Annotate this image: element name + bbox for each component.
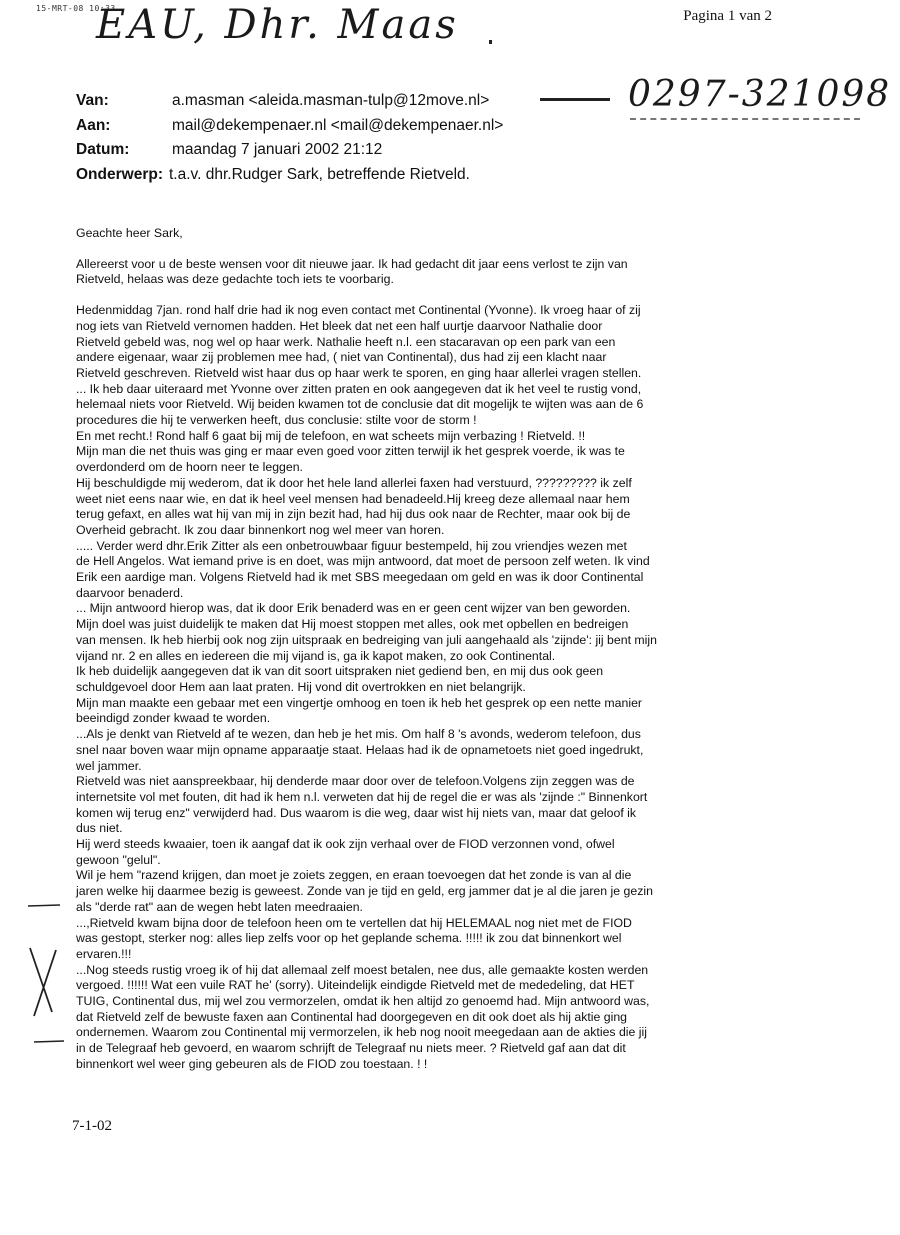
date-row: [76, 141, 503, 166]
letter-line: weet niet eens naar wie, en dat ik heel veel mensen had benadeeld.Hij kreeg deze allemaal naar hem: [76, 491, 630, 506]
handwritten-phone-number: 0297-321098: [628, 74, 892, 115]
margin-dash-mark: [28, 905, 60, 906]
date-label: Datum:: [76, 141, 130, 158]
letter-line: daarvoor benaderd.: [76, 585, 184, 600]
letter-line: Rietveld geschreven. Rietveld wist haar dus op haar werk te sporen, en ging haar allerlei vragen stellen.: [76, 365, 642, 380]
margin-cross-mark: [30, 948, 56, 1016]
from-row: [76, 92, 503, 117]
letter-line: internetsite vol met fouten, dit had ik hem n.l. verweten dat hij de regel die er was als 'zijnde :" Binnenkort: [76, 789, 648, 804]
letter-line: gewoon "gelul".: [76, 852, 161, 867]
paragraph-1: [76, 257, 778, 288]
letter-line: ondernemen. Waarom zou Continental mij vermorzelen, ik heb nog nooit meegedaan aan de akties die jij: [76, 1025, 647, 1040]
letter-line: helemaal niets voor Rietveld. Wij beiden kwamen tot de conclusie dat dit mogelijk te wijten was aan de 6: [76, 397, 644, 412]
letter-line: Rietveld, helaas was deze gedachte toch iets te voorbarig.: [76, 272, 394, 287]
letter-line: terug gefaxt, en alles wat hij van mij in zijn bezit had, had hij dus ook naar de Rechter, maar ook bij de: [76, 507, 631, 522]
letter-line: de Hell Angelos. Wat iemand prive is en doet, was mijn antwoord, dat moet de persoon zelf weten. Ik vind: [76, 554, 650, 569]
subject-label: Onderwerp:: [76, 165, 163, 183]
margin-dash-mark-2: [34, 1041, 64, 1042]
letter-line: En met recht.! Rond half 6 gaat bij mij de telefoon, en wat scheets mijn verbazing ! Rietveld. !!: [76, 428, 586, 443]
letter-line: Mijn man maakte een gebaar met een vingertje omhoog en toen ik heb het gesprek op een nette manier: [76, 695, 643, 710]
letter-line: procedures die hij te verwerken heeft, dus conclusie: stilte voor de storm !: [76, 413, 477, 428]
letter-line: komen wij terug enz" verwijderd had. Dus waarom is die weg, daar wist hij niets van, maar dat geloof ik: [76, 805, 637, 820]
letter-line: vergoed. !!!!!! Wat een vuile RAT he' (sorry). Uiteindelijk eindigde Rietveld met de mededeling, dat HET: [76, 978, 635, 993]
email-header: [76, 92, 503, 190]
letter-line: ..... Verder werd dhr.Erik Zitter als een onbetrouwbaar figuur bestempeld, hij zou vriendjes wezen met: [76, 538, 627, 553]
letter-line: van mensen. Ik heb hierbij ook nog zijn uitspraak en bedreiging van juli aangehaald als 'zijnde': jij bent mijn: [76, 632, 657, 647]
letter-line: Allereerst voor u de beste wensen voor dit nieuwe jaar. Ik had gedacht dit jaar eens verlost te zijn van: [76, 256, 628, 271]
letter-line: Mijn man die net thuis was ging er maar even goed voor zitten terwijl ik het gesprek voerde, ik was te: [76, 444, 625, 459]
letter-line: dus niet.: [76, 821, 123, 836]
letter-line: Mijn doel was juist duidelijk te maken dat Hij moest stoppen met alles, ook met opbellen en bedreigen: [76, 617, 629, 632]
to-value: mail@dekempenaer.nl <mail@dekempenaer.nl>: [172, 116, 504, 134]
letter-line: ... Ik heb daar uiteraard met Yvonne over zitten praten en ook aangegeven dat ik het veel te rustig vond,: [76, 381, 642, 396]
handwritten-note: EAU, Dhr. Maas: [96, 2, 459, 48]
letter-line: Erik een aardige man. Volgens Rietveld had ik met SBS meegedaan om geld en was ik door Continental: [76, 570, 644, 585]
to-label: Aan:: [76, 116, 111, 134]
handwritten-dash: [540, 98, 610, 101]
letter-line: Rietveld gebeld was, nog wel op haar werk. Nathalie heeft n.l. een stacaravan op een park van een: [76, 334, 616, 349]
letter-body: [76, 226, 778, 1073]
letter-line: binnenkort wel weer ging gebeuren als de FIOD zou toestaan. ! !: [76, 1056, 428, 1071]
letter-line: Rietveld was niet aanspreekbaar, hij denderde maar door over de telefoon.Volgens zijn zeggen was de: [76, 774, 635, 789]
letter-line: Hij werd steeds kwaaier, toen ik aangaf dat ik ook zijn verhaal over de FIOD verzonnen vond, ofwel: [76, 837, 615, 852]
letter-line: in de Telegraaf heb gevoerd, en waarom schrijft de Telegraaf nu niets meer. ? Rietveld gaf aan dat dit: [76, 1041, 626, 1056]
letter-line: ...Als je denkt van Rietveld af te wezen, dan heb je het mis. Om half 8 's avonds, wederom telefoon, dus: [76, 727, 641, 742]
date-value: maandag 7 januari 2002 21:12: [172, 141, 383, 158]
letter-line: overdonderd om de hoorn neer te leggen.: [76, 460, 303, 475]
ink-dot-mark: [489, 40, 492, 44]
to-row: [76, 117, 503, 142]
letter-line: Wil je hem "razend krijgen, dan moet je zoiets zeggen, en eraan toevoegen dat het zonde is van al die: [76, 868, 632, 883]
letter-line: Overheid gebracht. Ik zou daar binnenkort nog wel meer van horen.: [76, 522, 445, 537]
letter-line: andere eigenaar, waar zij problemen mee had, ( niet van Continental), dus had zij een klacht naar: [76, 350, 607, 365]
letter-line: snel naar boven waar mijn opname apparaatje staat. Helaas had ik de opnametoets niet goed ingedrukt,: [76, 742, 644, 757]
letter-line: beeindigd zonder kwaad te worden.: [76, 711, 271, 726]
letter-line: jaren welke hij daarmee bezig is geweest. Zonde van je tijd en geld, erg jammer dat je al die jaren je gezin: [76, 884, 653, 899]
letter-line: nog iets van Rietveld vernomen hadden. Het bleek dat net een half uurtje daarvoor Nathalie door: [76, 318, 603, 333]
letter-line: Hij beschuldigde mij wederom, dat ik door het hele land allerlei faxen had verstuurd, ????????? ik zelf: [76, 475, 632, 490]
phone-underline: [630, 118, 860, 120]
footer-date: 7-1-02: [72, 1118, 112, 1134]
subject-row: [76, 166, 503, 191]
letter-line: als "derde rat" aan de wegen hebt laten meedraaien.: [76, 899, 363, 914]
letter-line: ervaren.!!!: [76, 946, 132, 961]
paragraph-2: [76, 303, 778, 1072]
letter-line: was gestopt, sterker nog: alles liep zelfs voor op het geplande schema. !!!!! ik zou dat binnenkort wel: [76, 931, 622, 946]
letter-line: wel jammer.: [76, 758, 142, 773]
letter-line: ...Nog steeds rustig vroeg ik of hij dat allemaal zelf moest betalen, nee dus, alle gemaakte kosten werden: [76, 962, 649, 977]
subject-value: t.a.v. dhr.Rudger Sark, betreffende Rietveld.: [168, 165, 470, 183]
letter-line: Hedenmiddag 7jan. rond half drie had ik nog even contact met Continental (Yvonne). Ik vroeg haar of zij: [76, 303, 641, 318]
letter-line: ... Mijn antwoord hierop was, dat ik door Erik benaderd was en er geen cent wijzer van ben geworden.: [76, 601, 631, 616]
page-number: Pagina 1 van 2: [683, 8, 772, 24]
from-value: a.masman <aleida.masman-tulp@12move.nl>: [172, 92, 490, 109]
letter-line: ...,Rietveld kwam bijna door de telefoon heen om te vertellen dat hij HELEMAAL nog niet met de FIOD: [76, 915, 632, 930]
letter-line: schuldgevoel door Hem aan laat praten. Hij vond dit overtrokken en niet belangrijk.: [76, 679, 526, 694]
letter-line: Ik heb duidelijk aangegeven dat ik van dit soort uitspraken niet gediend ben, en mij dus ook geen: [76, 664, 604, 679]
letter-line: vijand nr. 2 en alles en iedereen die mij vijand is, ga ik kapot maken, zo ook Continental.: [76, 648, 556, 663]
fax-transmission-header: 15-MRT-08 10:33: [36, 4, 116, 13]
letter-line: dat Rietveld zelf de bewuste faxen aan Continental had doorgegeven en dit ook doet als hij aktie ging: [76, 1009, 628, 1024]
letter-line: TUIG, Continental dus, mij wel zou vermorzelen, omdat ik hen altijd zo genoemd had. Mijn antwoord was,: [76, 994, 650, 1009]
from-label: Van:: [76, 92, 109, 109]
salutation: Geachte heer Sark,: [76, 226, 183, 240]
